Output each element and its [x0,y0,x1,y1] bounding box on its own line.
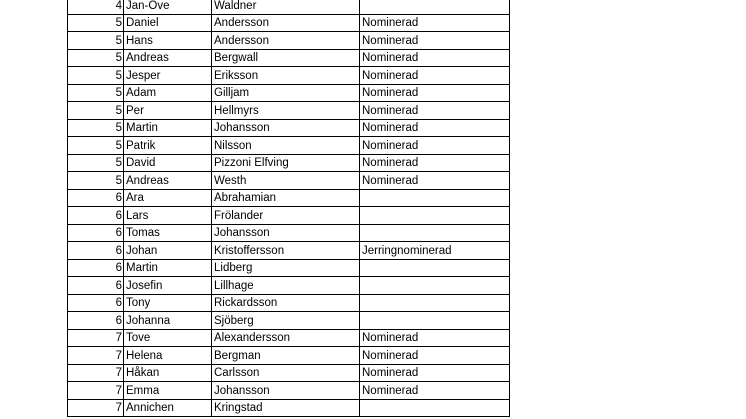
cell-status[interactable] [360,399,510,417]
cell-status[interactable] [360,312,510,330]
cell-last-name[interactable]: Kristoffersson [212,242,360,260]
cell-number[interactable]: 6 [68,224,124,242]
cell-first-name[interactable]: Andreas [124,49,212,67]
cell-number[interactable]: 5 [68,119,124,137]
cell-first-name[interactable]: Tove [124,329,212,347]
cell-last-name[interactable]: Lidberg [212,259,360,277]
table-row [68,172,510,190]
cell-number[interactable]: 5 [68,154,124,172]
cell-first-name[interactable]: Lars [124,207,212,225]
cell-last-name[interactable]: Lillhage [212,277,360,295]
cell-status[interactable] [360,277,510,295]
cell-first-name[interactable]: Annichen [124,399,212,417]
cell-first-name[interactable]: Helena [124,347,212,365]
cell-first-name[interactable]: Daniel [124,14,212,32]
cell-status[interactable]: Nominerad [360,102,510,120]
cell-last-name[interactable]: Eriksson [212,67,360,85]
cell-status[interactable] [360,189,510,207]
table-row [68,312,510,330]
table-row [68,119,510,137]
table-body [68,0,510,417]
table-row [68,84,510,102]
cell-status[interactable] [360,294,510,312]
cell-last-name[interactable]: Kringstad [212,399,360,417]
cell-last-name[interactable]: Pizzoni Elfving [212,154,360,172]
cell-status[interactable]: Nominerad [360,119,510,137]
cell-first-name[interactable]: Patrik [124,137,212,155]
cell-status[interactable] [360,224,510,242]
cell-last-name[interactable]: Sjöberg [212,312,360,330]
cell-number[interactable]: 7 [68,347,124,365]
table-row [68,259,510,277]
cell-last-name[interactable]: Bergwall [212,49,360,67]
cell-last-name[interactable]: Hellmyrs [212,102,360,120]
cell-first-name[interactable]: Jesper [124,67,212,85]
table-row [68,14,510,32]
cell-number[interactable]: 5 [68,137,124,155]
cell-number[interactable]: 6 [68,189,124,207]
cell-last-name[interactable]: Johansson [212,224,360,242]
cell-status[interactable] [360,259,510,277]
table-row [68,189,510,207]
cell-first-name[interactable]: Adam [124,84,212,102]
cell-status[interactable]: Nominerad [360,347,510,365]
cell-first-name[interactable]: Johan [124,242,212,260]
cell-number[interactable]: 7 [68,399,124,417]
table-row [68,67,510,85]
cell-number[interactable]: 5 [68,172,124,190]
cell-number[interactable]: 5 [68,102,124,120]
cell-status[interactable]: Nominerad [360,67,510,85]
cell-last-name[interactable]: Westh [212,172,360,190]
cell-first-name[interactable]: Johanna [124,312,212,330]
cell-first-name[interactable]: Hans [124,32,212,50]
cell-number[interactable]: 4 [68,0,124,14]
cell-number[interactable]: 6 [68,259,124,277]
table-row [68,329,510,347]
table-row [68,137,510,155]
cell-first-name[interactable]: Martin [124,259,212,277]
cell-last-name[interactable]: Carlsson [212,364,360,382]
cell-last-name[interactable]: Johansson [212,119,360,137]
cell-number[interactable]: 5 [68,67,124,85]
cell-status[interactable]: Nominerad [360,49,510,67]
cell-number[interactable]: 7 [68,382,124,400]
cell-number[interactable]: 5 [68,32,124,50]
table-row [68,154,510,172]
cell-number[interactable]: 5 [68,14,124,32]
cell-last-name[interactable]: Rickardsson [212,294,360,312]
cell-first-name[interactable]: Håkan [124,364,212,382]
cell-last-name[interactable]: Waldner [212,0,360,14]
cell-number[interactable]: 7 [68,329,124,347]
table-row [68,224,510,242]
cell-last-name[interactable]: Andersson [212,14,360,32]
cell-first-name[interactable]: Per [124,102,212,120]
cell-status[interactable]: Nominerad [360,154,510,172]
cell-first-name[interactable]: David [124,154,212,172]
table-row [68,294,510,312]
cell-first-name[interactable]: Tony [124,294,212,312]
table-row [68,347,510,365]
table-row [68,382,510,400]
table-row [68,0,510,14]
table-row [68,399,510,417]
cell-last-name[interactable]: Alexandersson [212,329,360,347]
cell-number[interactable]: 6 [68,242,124,260]
cell-number[interactable]: 7 [68,364,124,382]
cell-status[interactable]: Nominerad [360,382,510,400]
cell-last-name[interactable]: Nilsson [212,137,360,155]
table-row [68,364,510,382]
cell-last-name[interactable]: Abrahamian [212,189,360,207]
cell-status[interactable]: Nominerad [360,172,510,190]
cell-status[interactable] [360,207,510,225]
table-row [68,49,510,67]
cell-first-name[interactable]: Emma [124,382,212,400]
table-row [68,32,510,50]
cell-status[interactable] [360,0,510,14]
cell-last-name[interactable]: Andersson [212,32,360,50]
cell-first-name[interactable]: Tomas [124,224,212,242]
table-row [68,102,510,120]
cell-status[interactable]: Jerringnominerad [360,242,510,260]
cell-status[interactable]: Nominerad [360,329,510,347]
cell-status[interactable]: Nominerad [360,32,510,50]
cell-status[interactable]: Nominerad [360,84,510,102]
cell-status[interactable]: Nominerad [360,14,510,32]
cell-last-name[interactable]: Frölander [212,207,360,225]
table-row [68,207,510,225]
cell-number[interactable]: 6 [68,207,124,225]
cell-number[interactable]: 5 [68,84,124,102]
cell-last-name[interactable]: Bergman [212,347,360,365]
cell-last-name[interactable]: Gilljam [212,84,360,102]
cell-number[interactable]: 6 [68,277,124,295]
cell-number[interactable]: 6 [68,312,124,330]
cell-number[interactable]: 5 [68,49,124,67]
cell-first-name[interactable]: Jan-Ove [124,0,212,14]
cell-status[interactable]: Nominerad [360,364,510,382]
cell-status[interactable]: Nominerad [360,137,510,155]
table-row [68,277,510,295]
table-row [68,242,510,260]
cell-first-name[interactable]: Ara [124,189,212,207]
cell-first-name[interactable]: Andreas [124,172,212,190]
spreadsheet-table [67,0,510,417]
cell-first-name[interactable]: Josefin [124,277,212,295]
cell-first-name[interactable]: Martin [124,119,212,137]
cell-number[interactable]: 6 [68,294,124,312]
cell-last-name[interactable]: Johansson [212,382,360,400]
